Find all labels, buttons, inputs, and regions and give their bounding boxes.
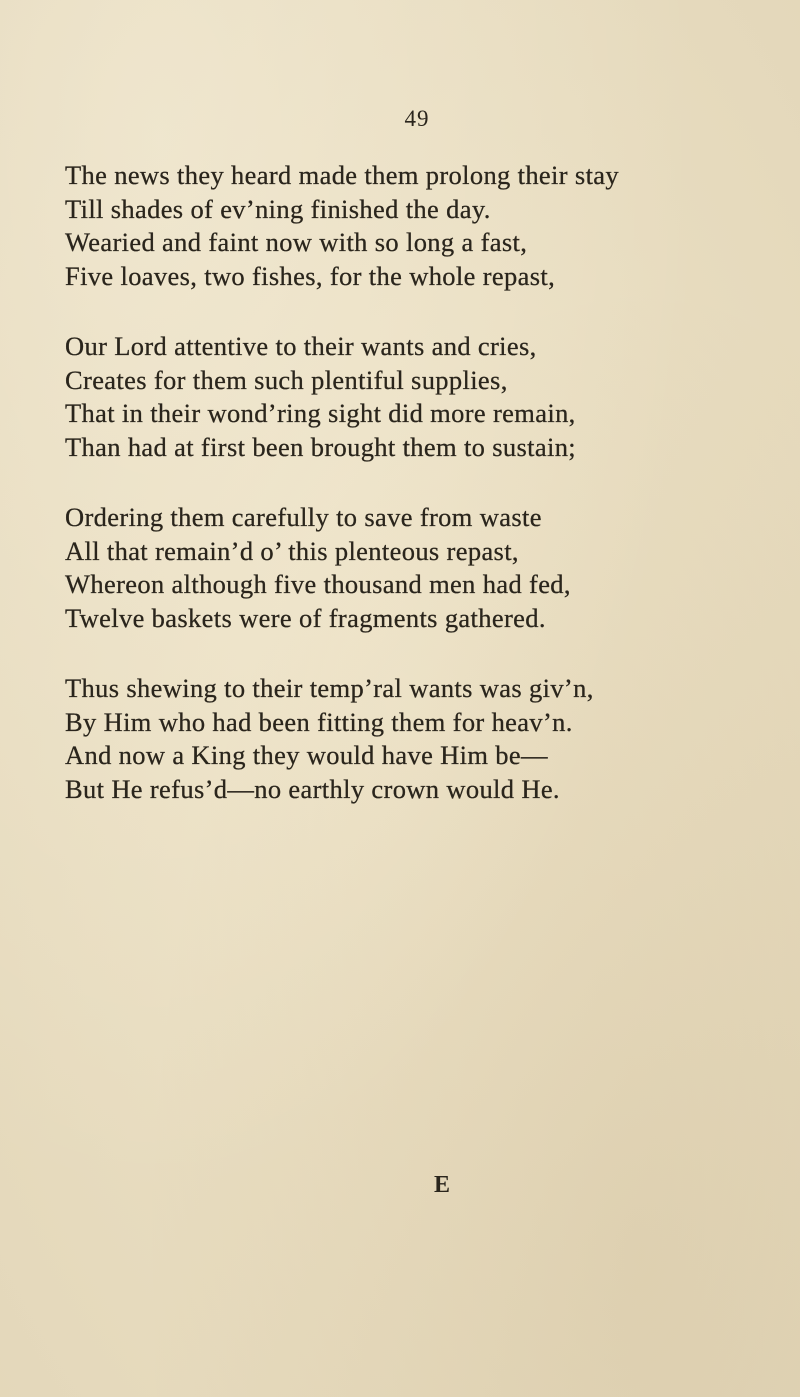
signature-mark: E bbox=[433, 1172, 450, 1198]
poem-line: Till shades of ev’ning finished the day. bbox=[65, 193, 491, 224]
poem bbox=[65, 159, 785, 843]
poem-line: All that remain’d o’ this plenteous repast, bbox=[65, 535, 519, 566]
poem-line: Than had at first been brought them to sustain; bbox=[65, 431, 577, 462]
stanza bbox=[65, 672, 785, 806]
poem-line: But He refus’d—no earthly crown would He. bbox=[65, 773, 560, 804]
poem-line: Thus shewing to their temp’ral wants was giv’n, bbox=[65, 673, 594, 703]
poem-line: That in their wond’ring sight did more remain, bbox=[65, 398, 576, 428]
poem-line: Wearied and faint now with so long a fast, bbox=[65, 227, 528, 257]
stanza bbox=[65, 330, 785, 464]
poem-line: Five loaves, two fishes, for the whole repast, bbox=[65, 260, 556, 291]
page-number: 49 bbox=[404, 106, 430, 131]
poem-line: The news they heard made them prolong their stay bbox=[65, 160, 619, 190]
poem-line: Our Lord attentive to their wants and cries, bbox=[65, 331, 537, 361]
stanza bbox=[65, 501, 785, 635]
poem-line: Whereon although five thousand men had fed, bbox=[65, 569, 571, 599]
poem-line: By Him who had been fitting them for heav’n. bbox=[65, 706, 573, 737]
poem-line: Creates for them such plentiful supplies, bbox=[65, 364, 508, 395]
poem-line: Twelve baskets were of fragments gathered. bbox=[65, 602, 546, 633]
stanza bbox=[65, 159, 785, 293]
poem-line: And now a King they would have Him be— bbox=[65, 740, 548, 770]
poem-line: Ordering them carefully to save from waste bbox=[65, 502, 542, 532]
